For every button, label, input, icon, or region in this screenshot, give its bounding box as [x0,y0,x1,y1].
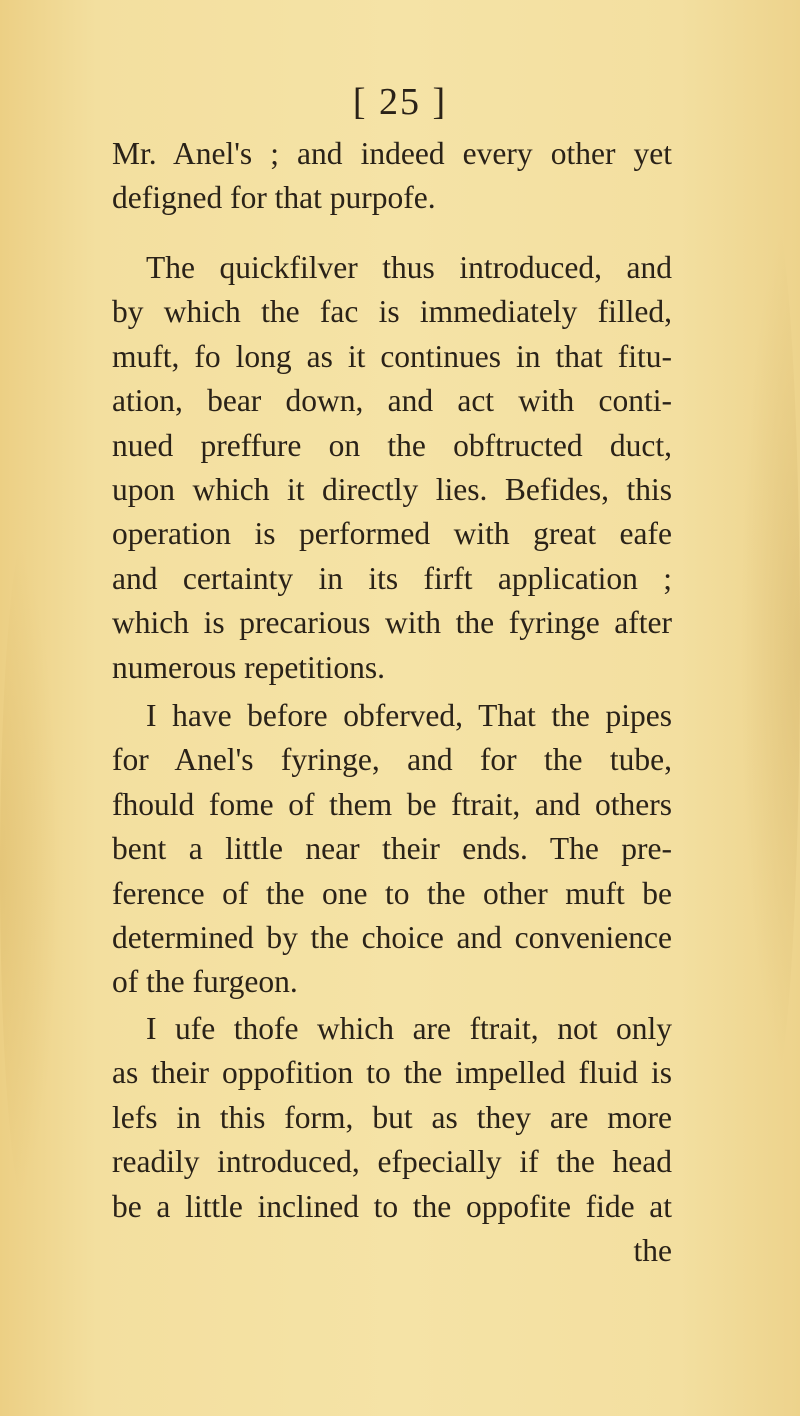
text-line: be a little inclined to the oppofite fide at [112,1188,672,1224]
text-line: defigned for that purpofe. [112,180,436,216]
text-line: ation, bear down, and act with conti- [112,383,672,419]
paragraph-2 [112,246,672,690]
catchword: the [633,1233,672,1269]
text-line: numerous repetitions. [112,649,385,685]
text-line: fhould fome of them be ftrait, and others [112,786,672,822]
text-line: The quickfilver thus introduced, and [146,250,672,285]
paper-stain [740,200,800,1100]
text-line: of the furgeon. [112,964,298,1000]
text-line: I ufe thofe which are ftrait, not only [146,1011,672,1046]
paper-stain [0,520,60,1220]
text-line: as their oppofition to the impelled fluid is [112,1055,672,1091]
text-line: muft, fo long as it continues in that fitu- [112,338,672,374]
text-line: upon which it directly lies. Befides, this [112,472,672,508]
page-number: [ 25 ] [352,81,448,123]
text-line: Mr. Anel's ; and indeed every other yet [112,136,672,171]
text-line: for Anel's fyringe, and for the tube, [112,742,672,778]
paragraph-4 [112,1007,672,1273]
text-line: determined by the choice and convenience [112,920,672,956]
paragraph-1 [112,132,672,221]
text-line: lefs in this form, but as they are more [112,1099,672,1135]
text-line: and certainty in its firft application ; [112,560,672,596]
text-line: readily introduced, efpecially if the head [112,1144,672,1180]
text-line: by which the fac is immediately filled, [112,294,672,330]
text-line: operation is performed with great eafe [112,516,672,552]
text-line: nued preffure on the obftructed duct, [112,427,672,463]
text-line: ference of the one to the other muft be [112,875,672,911]
text-line: which is precarious with the fyringe after [112,605,672,641]
text-line: I have before obferved, That the pipes [146,698,672,733]
paragraph-3 [112,694,672,1005]
text-line: bent a little near their ends. The pre- [112,831,672,867]
